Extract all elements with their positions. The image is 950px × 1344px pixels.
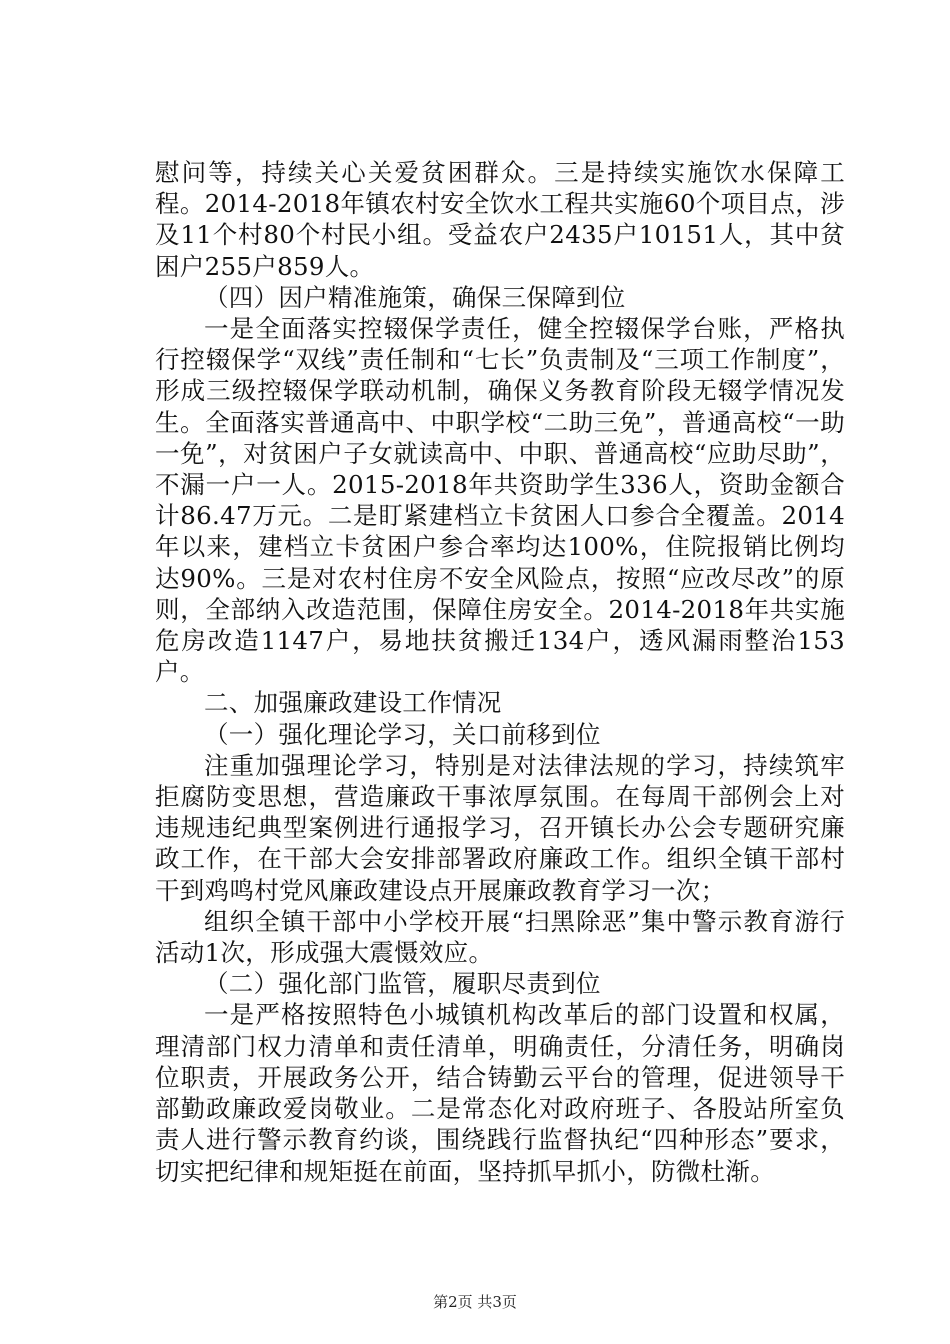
paragraph: 一是全面落实控辍保学责任，健全控辍保学台账，严格执行控辍保学“双线”责任制和“七长”负责制及“三项工作制度”，形成三级控辍保学联动机制，确保义务教育阶段无辍学情况发生。全面落实普通高中、中职学校“二助三免”，普通高校“一助一免”，对贫困户子女就读高中、中职、普通高校“应助尽助”，不漏一户一人。2015-2018年共资助学生336人，资助金额合计86.47万元。二是盯紧建档立卡贫困人口参合全覆盖。2014年以来，建档立卡贫困户参合率均达100%，住院报销比例均达90%。三是对农村住房不安全风险点，按照“应改尽改”的原则，全部纳入改造范围，保障住房安全。2014-2018年共实施危房改造1147户，易地扶贫搬迁134户，透风漏雨整治153户。	[155, 314, 845, 687]
paragraph: 注重加强理论学习，特别是对法律法规的学习，持续筑牢拒腐防变思想，营造廉政干事浓厚氛围。在每周干部例会上对违规违纪典型案例进行通报学习，召开镇长办公会专题研究廉政工作，在干部大会安排部署政府廉政工作。组织全镇干部村干到鸡鸣村党风廉政建设点开展廉政教育学习一次；	[155, 750, 845, 905]
page-number: 第2页 共3页	[433, 1293, 517, 1311]
document-body	[155, 157, 845, 1187]
paragraph: 组织全镇干部中小学校开展“扫黑除恶”集中警示教育游行活动1次，形成强大震慑效应。	[155, 906, 845, 968]
section-heading: （一）强化理论学习，关口前移到位	[204, 719, 601, 749]
section-heading: （四）因户精准施策，确保三保障到位	[204, 282, 626, 312]
paragraph: 一是严格按照特色小城镇机构改革后的部门设置和权属，理清部门权力清单和责任清单，明确责任，分清任务，明确岗位职责，开展政务公开，结合铸勤云平台的管理，促进领导干部勤政廉政爱岗敬业。二是常态化对政府班子、各股站所室负责人进行警示教育约谈，围绕践行监督执纪“四种形态”要求，切实把纪律和规矩挺在前面，坚持抓早抓小，防微杜渐。	[155, 1000, 845, 1186]
paragraph: 慰问等，持续关心关爱贫困群众。三是持续实施饮水保障工程。2014-2018年镇农村安全饮水工程共实施60个项目点，涉及11个村80个村民小组。受益农户2435户10151人，其中贫困户255户859人。	[155, 158, 845, 281]
section-heading: （二）强化部门监管，履职尽责到位	[204, 969, 601, 999]
section-heading: 二、加强廉政建设工作情况	[204, 688, 502, 718]
